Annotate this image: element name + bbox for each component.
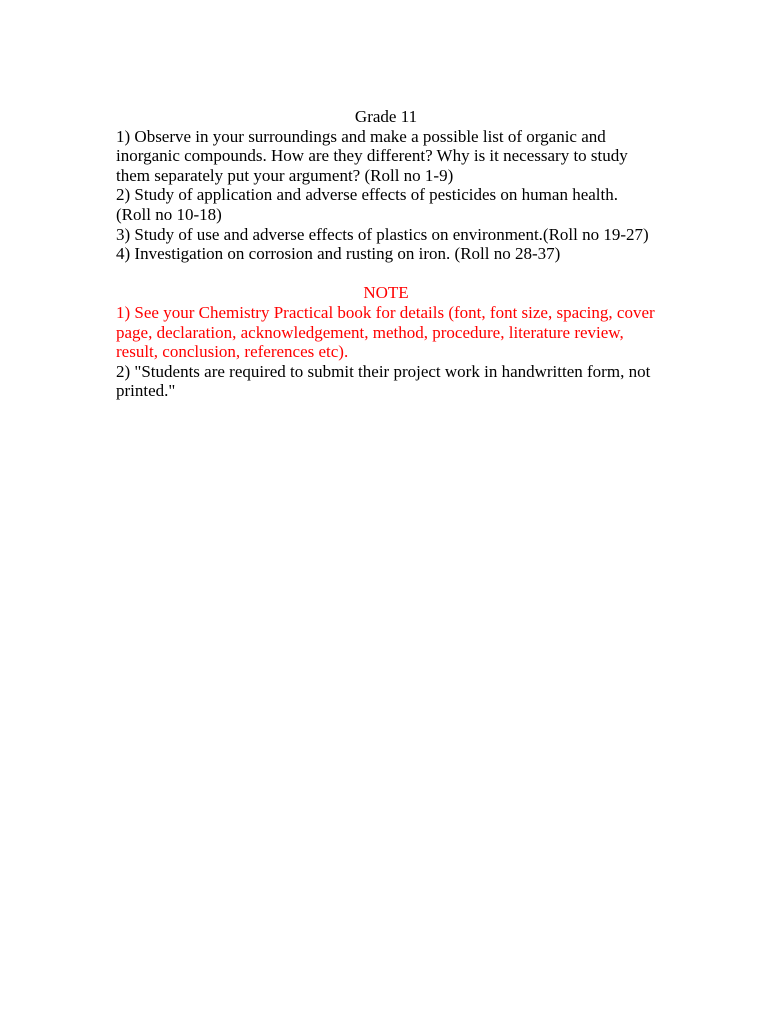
assignment-item-2: 2) Study of application and adverse effects of pesticides on human health. (Roll no 10-18) [116, 185, 618, 224]
assignment-item-1: 1) Observe in your surroundings and make a possible list of organic and inorganic compounds. How are they different? Why is it necessary to study them separately put your argument? (Roll no 1-9) [116, 126, 628, 185]
assignment-item-3: 3) Study of use and adverse effects of plastics on environment.(Roll no 19-27) [116, 224, 649, 244]
note-item-1: 1) See your Chemistry Practical book for details (font, font size, spacing, cover page, declaration, acknowledgement, method, procedure, literature review, result, conclusion, references etc). [116, 302, 655, 362]
page-title: Grade 11 [354, 107, 418, 126]
note-item-2: 2) "Students are required to submit their project work in handwritten form, not printed." [116, 361, 651, 401]
document-page [116, 107, 656, 401]
note-heading: NOTE [363, 283, 409, 303]
assignment-item-4: 4) Investigation on corrosion and rusting on iron. (Roll no 28-37) [116, 244, 561, 264]
